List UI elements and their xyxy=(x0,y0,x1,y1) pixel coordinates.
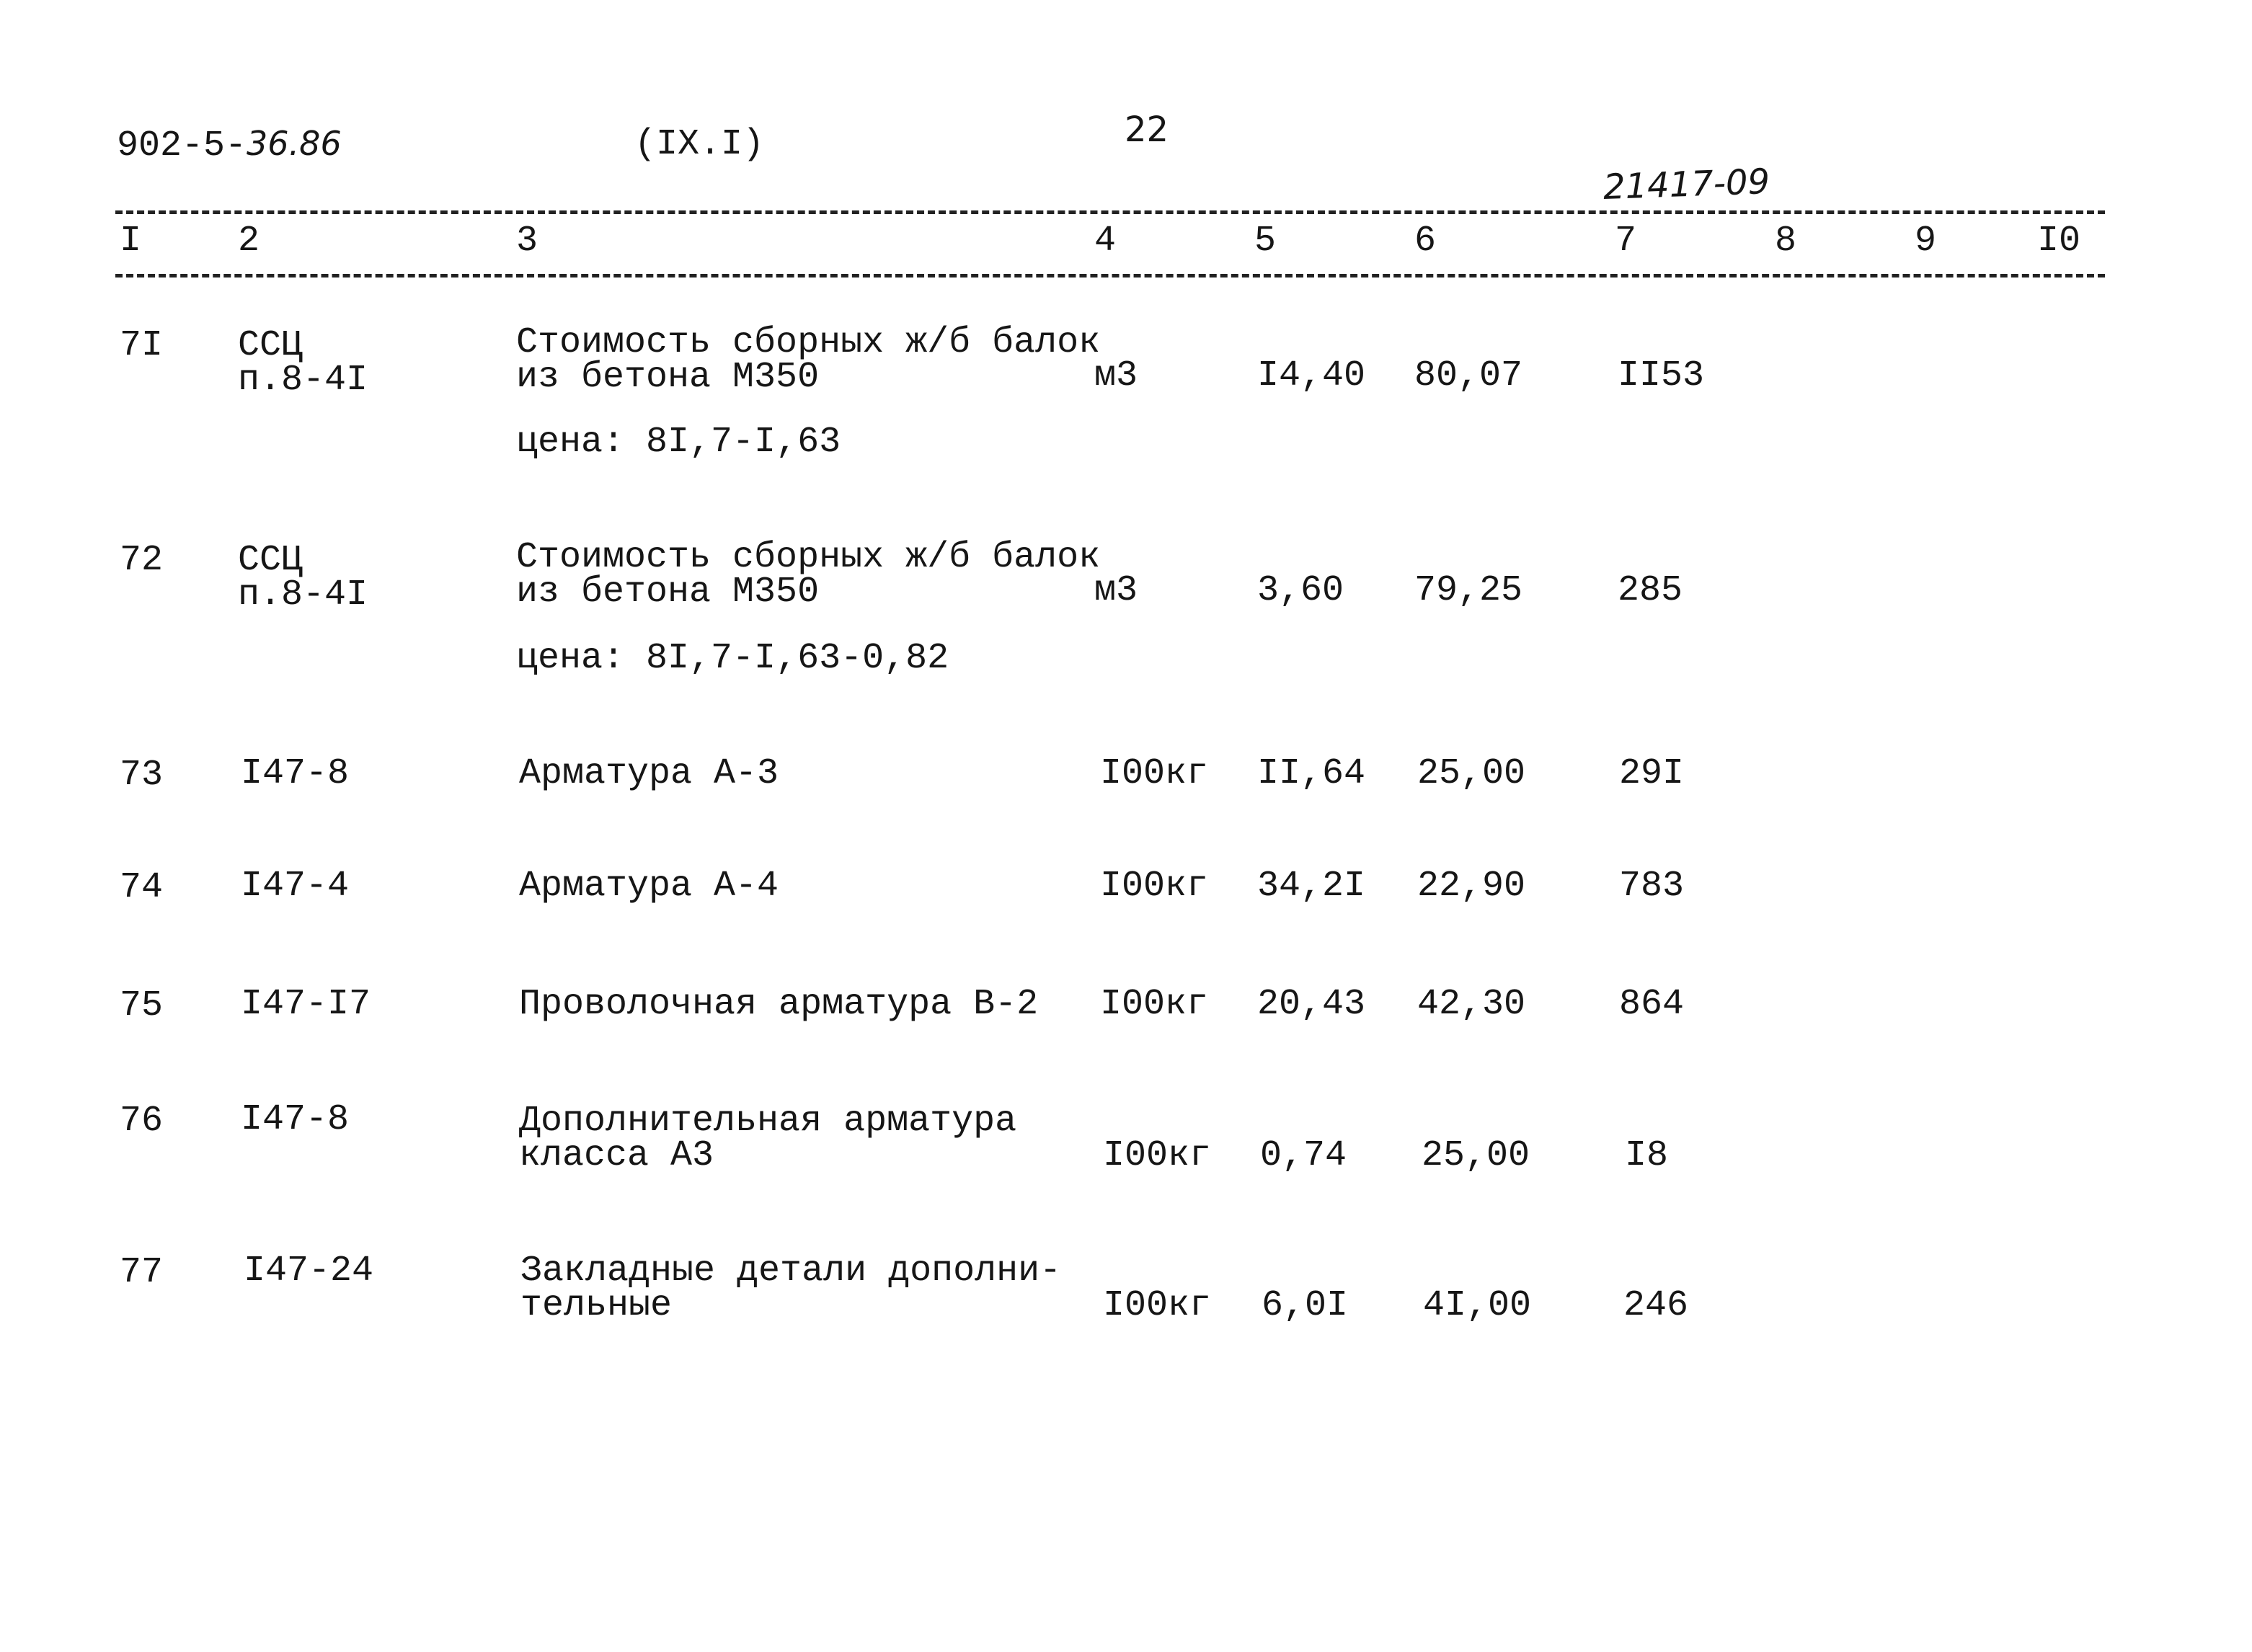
quantity: 34,2I xyxy=(1257,866,1366,907)
work-description xyxy=(520,1251,1062,1326)
column-header-7: 7 xyxy=(1615,221,1637,262)
unit-price: 79,25 xyxy=(1414,570,1523,611)
header-top-rule xyxy=(115,210,2105,214)
total-cost: 246 xyxy=(1623,1285,1689,1326)
quantity: I4,40 xyxy=(1257,355,1366,396)
column-header-8: 8 xyxy=(1775,221,1797,262)
rate-code: I47-4 xyxy=(241,866,350,907)
page-number: 22 xyxy=(1125,110,1169,150)
document-code xyxy=(117,124,342,166)
header-bottom-rule xyxy=(115,274,2105,277)
column-header-10: I0 xyxy=(2037,221,2081,262)
quantity: 6,0I xyxy=(1262,1285,1349,1326)
description-line: тельные xyxy=(520,1285,673,1326)
column-header-2: 2 xyxy=(238,221,260,262)
price-note: цена: 8I,7-I,63-0,82 xyxy=(516,638,949,679)
column-header-5: 5 xyxy=(1254,221,1277,262)
total-cost: 285 xyxy=(1618,570,1683,611)
unit: I00кг xyxy=(1103,1135,1212,1176)
unit-price: 25,00 xyxy=(1422,1135,1530,1176)
description-line: Дополнительная арматура xyxy=(519,1101,1017,1142)
total-cost: 783 xyxy=(1619,866,1685,907)
unit-price: 4I,00 xyxy=(1423,1285,1532,1326)
column-header-9: 9 xyxy=(1915,221,1937,262)
unit: м3 xyxy=(1094,570,1138,611)
column-header-3: 3 xyxy=(516,221,538,262)
work-description xyxy=(519,1101,1017,1176)
price-note: цена: 8I,7-I,63 xyxy=(516,422,841,463)
quantity: 3,60 xyxy=(1257,570,1344,611)
row-number: 75 xyxy=(120,985,164,1026)
row-number: 74 xyxy=(120,867,164,908)
unit-price: 42,30 xyxy=(1417,984,1526,1025)
work-description: Арматура А-3 xyxy=(519,753,779,794)
work-description xyxy=(516,322,1101,398)
unit: I00кг xyxy=(1100,753,1209,794)
rate-code xyxy=(238,540,368,616)
work-description xyxy=(516,537,1101,613)
row-number: 72 xyxy=(120,540,164,581)
rate-code-line: п.8-4I xyxy=(238,574,368,616)
rate-code xyxy=(238,325,368,401)
row-number: 7I xyxy=(120,325,164,366)
rate-code: I47-8 xyxy=(241,753,350,794)
description-line: Закладные детали дополни- xyxy=(520,1251,1062,1292)
unit: I00кг xyxy=(1103,1285,1212,1326)
work-description: Арматура А-4 xyxy=(519,866,779,907)
document-code-prefix: 902-5- xyxy=(117,125,247,166)
unit: I00кг xyxy=(1100,866,1209,907)
total-cost: 29I xyxy=(1619,753,1685,794)
total-cost: II53 xyxy=(1618,355,1705,396)
column-header-6: 6 xyxy=(1414,221,1437,262)
description-line: Стоимость сборных ж/б балок xyxy=(516,537,1101,578)
unit: I00кг xyxy=(1100,984,1209,1025)
total-cost: 864 xyxy=(1619,984,1685,1025)
quantity: 20,43 xyxy=(1257,984,1366,1025)
work-description: Проволочная арматура В-2 xyxy=(519,984,1039,1025)
unit-price: 25,00 xyxy=(1417,753,1526,794)
row-number: 73 xyxy=(120,755,164,796)
document-code-handwritten: 36.86 xyxy=(247,124,342,163)
description-line: класса А3 xyxy=(519,1135,714,1176)
quantity: II,64 xyxy=(1257,753,1366,794)
rate-code-line: ССЦ xyxy=(238,325,303,366)
row-number: 77 xyxy=(120,1252,164,1293)
rate-code: I47-I7 xyxy=(241,984,371,1025)
column-header-1: I xyxy=(120,221,142,262)
column-header-4: 4 xyxy=(1094,221,1117,262)
total-cost: I8 xyxy=(1625,1135,1669,1176)
rate-code-line: ССЦ xyxy=(238,540,303,581)
description-line: из бетона М350 xyxy=(516,572,820,613)
row-number: 76 xyxy=(120,1101,164,1142)
rate-code-line: п.8-4I xyxy=(238,360,368,401)
section-number: (IX.I) xyxy=(634,124,765,165)
description-line: из бетона М350 xyxy=(516,357,820,398)
quantity: 0,74 xyxy=(1260,1135,1347,1176)
unit: м3 xyxy=(1094,355,1138,396)
rate-code: I47-8 xyxy=(241,1099,350,1140)
description-line: Стоимость сборных ж/б балок xyxy=(516,322,1101,363)
archive-stamp-number: 21417-09 xyxy=(1602,161,1771,208)
unit-price: 22,90 xyxy=(1417,866,1526,907)
rate-code: I47-24 xyxy=(244,1251,374,1292)
unit-price: 80,07 xyxy=(1414,355,1523,396)
